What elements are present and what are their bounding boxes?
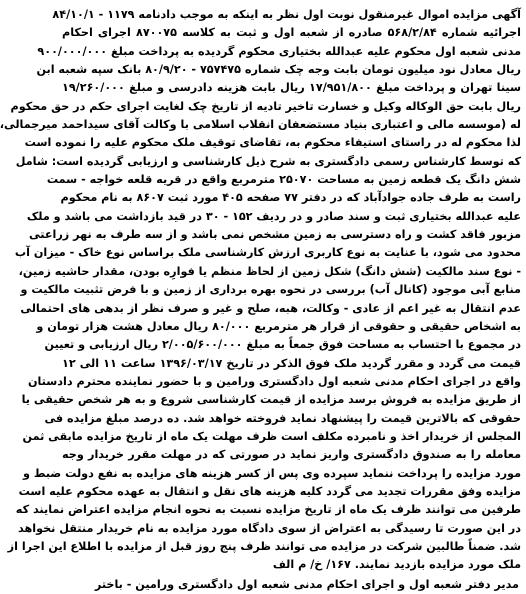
notice-line: در مجموع با احتساب به مساحت فوق جمعاً به مبلغ ۲/۰۰۵/۶۰۰/۰۰۰ ریال ارزیابی و تعیین bbox=[44, 338, 521, 352]
notice-line: لذا محکوم له در راستای استیفاء محکوم به، تقاضای توقیف ملک محکوم علیه را نموده است bbox=[24, 136, 521, 150]
notice-line: مدنی شعبه اول محکوم علیه عبدالله بختیاری محکوم گردیده به پرداخت مبلغ ۹۰۰/۰۰۰/۰۰۰ bbox=[37, 44, 521, 58]
notice-line: حقوقی که بالاترین قیمت را پیشنهاد نماید فروخته خواهد شد. ده درصد مبلغ مزایده فی bbox=[44, 411, 521, 425]
notice-line: - نوع سند مالکیت (شش دانگ) شکل زمین از لحاظ منظم یا فوارِه بودن، مقدار حاشیه زمین، bbox=[18, 264, 521, 278]
notice-line: که توسط کارشناس رسمی دادگستری به شرح ذیل کارشناسی و ارزیابی گردیده است: شامل bbox=[15, 154, 521, 168]
notice-line: آگهی مزایده اموال غیرمنقول نوبت اول نظر به اینکه به موجب دادنامه ۱۱۷۹ - ۸۴/۱۰/۱ bbox=[52, 8, 521, 21]
notice-line: مزبور فاقد کشت و راه دسترسی به زمین مشخص نمی باشد و از سه طرف به نهر زراعتی bbox=[28, 228, 521, 242]
notice-line: ملک مورد مزایده بازدید نمایند. ۱۶۷/ خ/ م الف bbox=[272, 558, 521, 572]
notice-line: اجرائیه شماره ۵۶۸/۲/۸۴ صادره از شعبه اول و ثبت به کلاسه ۸۷۰۰۷۵ اجرای احکام bbox=[62, 26, 521, 40]
notice-line: شش دانگ یک قطعه زمین به مساحت ۲۵۰۷۰ مترمربع واقع در قریه قلعه خواجه - سمت bbox=[46, 173, 521, 187]
notice-line: معامله را به صندوق دادگستری واریز نماید در صورتی که در مهلت مقرر خریدار وجه bbox=[62, 448, 521, 462]
notice-line: شد. ضمناً طالبین شرکت در مزایده می توانند ظرف پنج روز قبل از مزایده با اطلاع این اجرا از bbox=[7, 539, 521, 553]
notice-line: مزایده وفق مقررات تجدید می گردد کلیه هزینه های نقل و انتقال به عهده محکوم علیه است bbox=[18, 484, 521, 498]
notice-line: ریال معادل نود میلیون تومان بابت وجه چک شماره ۷۵۷۴۷۵ - ۸۰/۹/۲۰ بانک سپه شعبه ابن bbox=[36, 63, 521, 77]
notice-line: در این صورت تا رسیدگی به اعتراض از سوی دادگاه مورد مزایده به نام خریدار منتقل نخواهد bbox=[18, 521, 521, 535]
notice-line: عدم انتقال به غیر اعم از عادی - وکالت، هبه، صلح و غیر و صرف نظر از بدهی های احتمالی bbox=[20, 301, 521, 315]
notice-line: از طریق مزایده به فروش برسد مزایده از قیمت کارشناسی شروع و به هر شخص حقیقی یا bbox=[21, 393, 521, 407]
notice-line: قیمت می گردد و مقرر گردید ملک فوق الذکر در تاریخ ۱۳۹۶/۰۳/۱۷ ساعت ۱۱ الی ۱۲ bbox=[62, 356, 521, 370]
notice-line: به اشخاص حقیقی و حقوقی از قرار هر مترمربع ۸۰/۰۰۰ ریال معادل هشت هزار تومان و bbox=[36, 319, 521, 333]
notice-line: ریال بابت حق الوکاله وکیل و خسارت تاخیر تادیه از تاریخ چک لغایت اجرای حکم در حق محکوم bbox=[10, 99, 521, 113]
notice-line: سینا تهران و پرداخت مبلغ ۱۷/۹۵۱/۸۰۰ ریال بابت هزینه دادرسی و مبلغ ۱۹/۲۶۰/۰۰۰ bbox=[62, 81, 521, 95]
notice-line: له (موسسه مالی و اعتباری بنیاد مستضعفان انقلاب اسلامی با وکالت آقای سیداحمد میرجمالی، bbox=[0, 118, 521, 132]
notice-line: منابع آبی موجود (کانال آب) بررسی در نحوه بهره برداری از زمین و با فرض تثبیت مالکیت و bbox=[20, 283, 521, 297]
notice-signature: مدیر دفتر شعبه اول و اجرای احکام مدنی شعبه اول دادگستری ورامین - باختر bbox=[94, 577, 519, 591]
notice-line: المجلس از خریدار اخذ و نامبرده مکلف است ظرف مهلت یک ماه از تاریخ مزایده مابقی ثمن bbox=[22, 429, 521, 443]
notice-line: طرفین می توانند ظرف یک ماه از تاریخ مزایده نسبت به نحوه انجام مزایده اعتراض نمایند که bbox=[15, 503, 521, 517]
notice-line: علیه عبدالله بختیاری ثبت و سند صادر و در ردیف ۱۵۲ - ۳۰ در قید بازداشت می باشد و ملک bbox=[26, 209, 521, 223]
notice-line: محدود می شود، با عنایت به نوع کاربری ارزش کارشناسی ملک براساس نوع خاک - میزان آب bbox=[14, 246, 521, 260]
notice-line: راست به طرف جاده جوادآباد که در دفتر ۷۷ صفحه ۴۰۵ مورد ثبت ۸۶۰۷ به نام محکوم bbox=[60, 191, 521, 205]
notice-line: واقع در اجرای احکام مدنی شعبه اول دادگستری ورامین و با حضور نماینده محترم دادستان bbox=[27, 374, 521, 388]
notice-line: مورد مزایده را پرداخت ننماید سپرده وی پس از کسر هزینه های مزایده به نفع دولت ضبط و bbox=[23, 466, 521, 480]
